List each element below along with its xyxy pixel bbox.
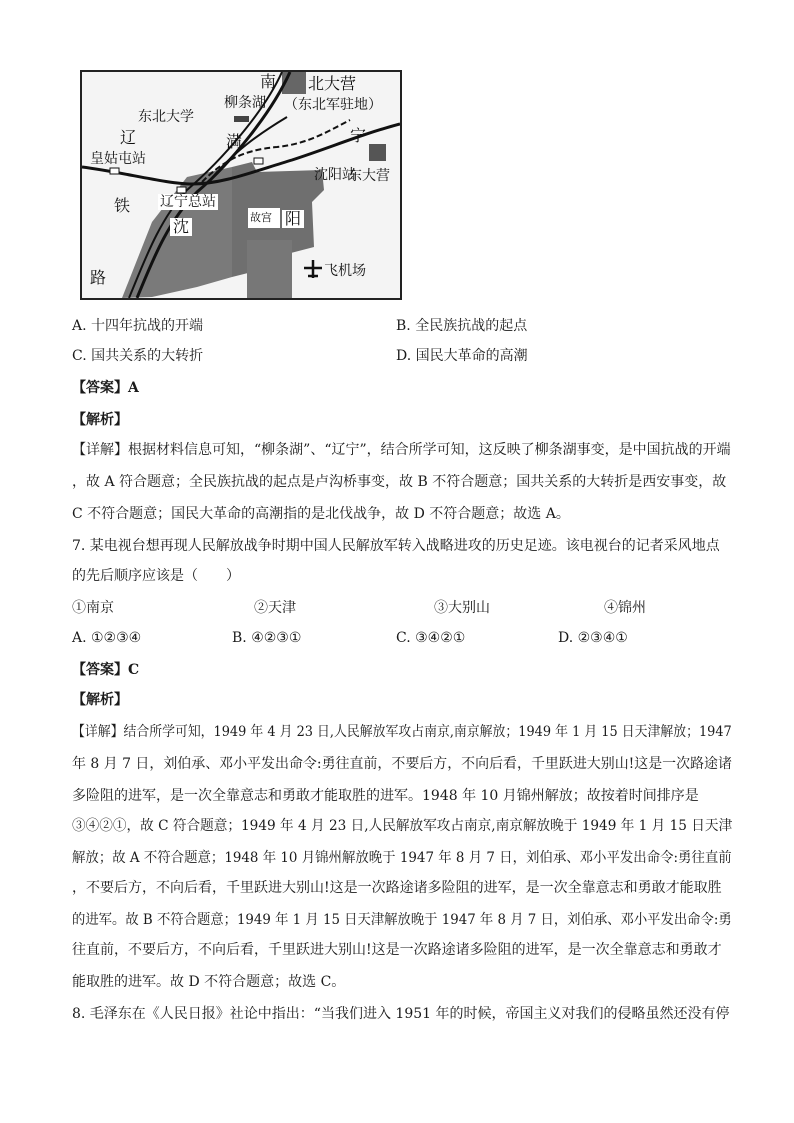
map-label-yang: 阳: [282, 210, 304, 228]
q7-answer: 【答案】C: [72, 662, 140, 678]
q7-option-b: B. ④②③①: [232, 630, 302, 646]
dongdaying-block: [369, 144, 386, 161]
shenyang-map: [80, 70, 402, 300]
map-label-dongdaying: 东大营: [348, 168, 390, 184]
q6-analysis-label: 【解析】: [72, 412, 128, 428]
q7-detail-line-5: 解放；故 A 不符合题意；1948 年 10 月锦州解放晚于 1947 年 8 月 7 日，刘伯承、邓小平发出命令:勇往直前: [72, 850, 732, 866]
q7-detail-line-2: 年 8 月 7 日，刘伯承、邓小平发出命令:勇往直前，不要后方，不向后看，千里跃进大别山!这是一次路途诸: [72, 756, 732, 772]
map-label-huanggutun: 皇姑屯站: [90, 151, 146, 167]
map-label-man: 満: [226, 132, 243, 151]
q7-place-4: ④锦州: [604, 600, 646, 616]
q6-option-a: A. 十四年抗战的开端: [72, 318, 204, 334]
city-area-south: [247, 240, 292, 298]
q6-detail-line-3: C 不符合题意；国民大革命的高潮指的是北伐战争，故 D 不符合题意；故选 A。: [72, 506, 570, 522]
q7-place-2: ②天津: [254, 600, 296, 616]
dongbei-daxue-mark: [234, 116, 249, 122]
q6-detail-line-2: ，故 A 符合题意；全民族抗战的起点是卢沟桥事变，故 B 不符合题意；国共关系的大转折是西安事变，故: [72, 474, 727, 490]
q7-stem-line-1: 7. 某电视台想再现人民解放战争时期中国人民解放军转入战略进攻的历史足迹。该电视台的记者采风地点: [72, 538, 720, 554]
q6-option-c: C. 国共关系的大转折: [72, 348, 204, 364]
q7-detail-line-9: 能取胜的进军。故 D 不符合题意；故选 C。: [72, 974, 346, 990]
q7-detail-line-7: 的进军。故 B 不符合题意；1949 年 1 月 15 日天津解放晚于 1947 年 8 月 7 日，刘伯承、邓小平发出命令:勇: [72, 912, 732, 928]
map-label-beidaying: 北大营: [308, 74, 357, 93]
q7-detail-line-8: 往直前，不要后方，不向后看，千里跃进大别山!这是一次路途诸多险阻的进军，是一次全靠意志和勇敢才: [72, 942, 722, 958]
map-label-ning: 宁: [350, 126, 367, 145]
map-label-beidaying-note: （东北军驻地）: [284, 97, 382, 113]
map-label-gugong: 故宫: [250, 211, 272, 224]
q7-detail-line-6: ，不要后方，不向后看，千里跃进大别山!这是一次路途诸多险阻的进军，是一次全靠意志和勇敢才能取胜: [72, 880, 722, 896]
q6-detail-line-1: 【详解】根据材料信息可知，“柳条湖”、“辽宁”，结合所学可知，这反映了柳条湖事变，是中国抗战的开端: [72, 442, 731, 458]
q7-option-a: A. ①②③④: [72, 630, 142, 646]
map-label-lu: 路: [90, 268, 107, 287]
map-label-feijichang: 飞机场: [324, 263, 366, 279]
q7-detail-line-4: ③④②①，故 C 符合题意；1949 年 4 月 23 日,人民解放军攻占南京,南京解放晚于 1949 年 1 月 15 日天津: [72, 818, 733, 834]
q7-place-1: ①南京: [72, 600, 114, 616]
q7-place-3: ③大别山: [434, 600, 490, 616]
map-label-liaoning-zongzhan: 辽宁总站: [160, 194, 216, 210]
map-label-nan: 南: [260, 72, 277, 91]
q6-answer: 【答案】A: [72, 380, 139, 396]
map-label-shenyang-station: 沈阳站: [314, 167, 356, 183]
map-label-tie: 铁: [114, 196, 131, 215]
q7-option-d: D. ②③④①: [558, 630, 628, 646]
station-mark-shenyang: [254, 158, 263, 164]
q7-detail-line-1: 【详解】结合所学可知，1949 年 4 月 23 日,人民解放军攻占南京,南京解放；1949 年 1 月 15 日天津解放；1947: [72, 724, 732, 740]
q7-stem-line-2: 的先后顺序应该是（ ）: [72, 568, 240, 584]
map-label-dongbei-daxue: 东北大学: [138, 109, 194, 125]
map-label-liutiaohu: 柳条湖: [224, 95, 266, 111]
airplane-icon: [304, 260, 322, 278]
q8-stem-line-1: 8. 毛泽东在《人民日报》社论中指出：“当我们进入 1951 年的时候，帝国主义对我们的侵略虽然还没有停: [72, 1006, 730, 1022]
q6-option-d: D. 国民大革命的高潮: [396, 348, 528, 364]
map-label-liao: 辽: [120, 128, 137, 147]
q7-option-c: C. ③④②①: [396, 630, 466, 646]
q7-analysis-label: 【解析】: [72, 692, 128, 708]
station-mark-huanggutun: [110, 168, 119, 174]
station-mark-zongzhan: [177, 187, 186, 193]
q7-detail-line-3: 多险阻的进军，是一次全靠意志和勇敢才能取胜的进军。1948 年 10 月锦州解放；故按着时间排序是: [72, 788, 699, 804]
map-label-shen: 沈: [170, 218, 192, 236]
q6-option-b: B. 全民族抗战的起点: [396, 318, 528, 334]
